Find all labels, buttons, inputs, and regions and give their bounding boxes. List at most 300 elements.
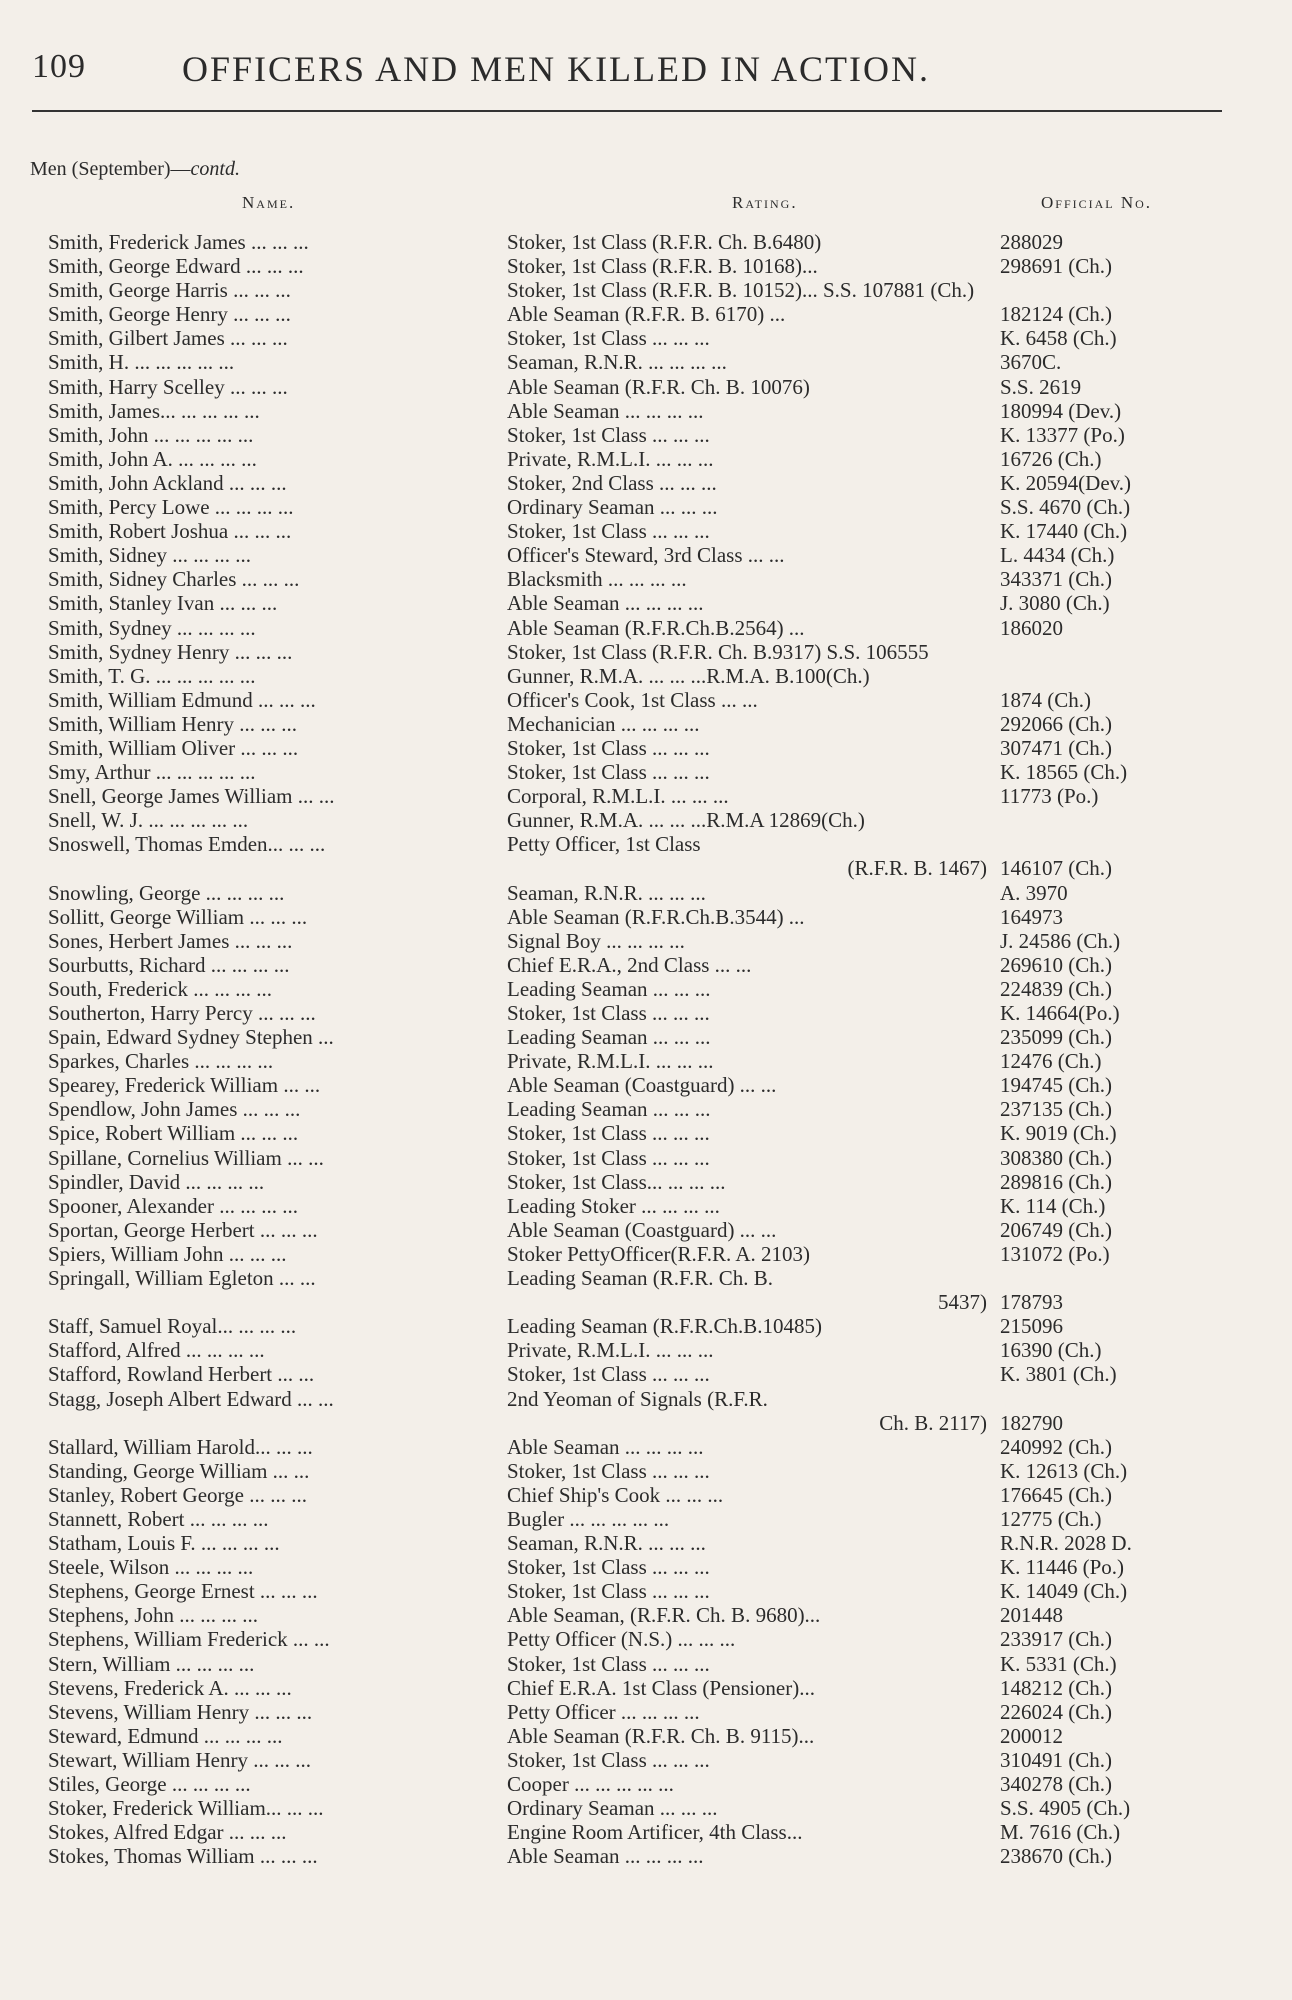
rating-cell <box>507 1387 997 1435</box>
official-number-cell: K. 9019 (Ch.) <box>1000 1121 1117 1146</box>
table-row <box>0 616 1292 640</box>
official-number-cell: K. 14049 (Ch.) <box>1000 1579 1128 1604</box>
official-number-cell: 194745 (Ch.) <box>1000 1073 1112 1098</box>
table-row <box>0 399 1292 423</box>
rating-cell <box>507 1459 997 1483</box>
name-cell: Stokes, Alfred Edgar ... ... ... <box>48 1820 287 1845</box>
name-cell: Smith, Gilbert James ... ... ... <box>48 326 288 351</box>
name-cell: Snell, W. J. ... ... ... ... ... <box>48 808 249 833</box>
table-row <box>0 1724 1292 1748</box>
table-row <box>0 929 1292 953</box>
name-cell: South, Frederick ... ... ... ... <box>48 976 272 1001</box>
official-number-cell: K. 6458 (Ch.) <box>1000 326 1117 351</box>
rating-cell <box>507 326 997 350</box>
official-number-cell: 176645 (Ch.) <box>1000 1482 1112 1507</box>
column-heading-official-no: Official No. <box>1041 193 1153 212</box>
name-cell: Sones, Herbert James ... ... ... <box>48 928 293 953</box>
official-number-cell: 164973 <box>1000 904 1063 929</box>
table-row <box>0 1772 1292 1796</box>
rating-text: Private, R.M.L.I. ... ... ... <box>507 1049 714 1074</box>
name-cell: Standing, George William ... ... <box>48 1458 310 1483</box>
name-cell: Springall, William Egleton ... ... <box>48 1266 316 1291</box>
rating-text: Leading Seaman (R.F.R. Ch. B. <box>507 1266 774 1291</box>
rating-text: Chief Ship's Cook ... ... ... <box>507 1482 724 1507</box>
rating-text: Gunner, R.M.A. ... ... ...R.M.A. B.100(Ch.) <box>507 663 870 688</box>
rating-text: Stoker, 1st Class ... ... ... <box>507 735 710 760</box>
name-cell: Smith, Sydney ... ... ... ... <box>48 615 256 640</box>
official-number-cell: J. 24586 (Ch.) <box>1000 928 1121 953</box>
official-number-cell: K. 14664(Po.) <box>1000 1001 1120 1025</box>
name-cell: Smith, Sidney ... ... ... ... <box>48 543 252 568</box>
rating-cell <box>507 1820 997 1844</box>
rating-text: Able Seaman ... ... ... ... <box>507 1844 704 1869</box>
rating-text: Petty Officer (N.S.) ... ... ... <box>507 1627 736 1652</box>
official-number-cell: 182124 (Ch.) <box>1000 302 1112 327</box>
rating-text: Stoker, 1st Class ... ... ... <box>507 1145 710 1170</box>
rating-text: Ordinary Seaman ... ... ... <box>507 495 718 520</box>
official-number-cell: 238670 (Ch.) <box>1000 1844 1112 1869</box>
table-row <box>0 1652 1292 1676</box>
official-number-cell: 233917 (Ch.) <box>1000 1627 1112 1652</box>
rating-text: Stoker, 1st Class ... ... ... <box>507 422 710 447</box>
official-number-cell: 201448 <box>1000 1603 1063 1628</box>
rating-cell <box>507 1218 997 1242</box>
table-row <box>0 567 1292 591</box>
rating-cell <box>507 471 997 495</box>
official-number-cell: 289816 (Ch.) <box>1000 1169 1112 1194</box>
rating-cell <box>507 1627 997 1651</box>
official-number-cell: 237135 (Ch.) <box>1000 1097 1112 1122</box>
table-row <box>0 1796 1292 1820</box>
name-cell: Stannett, Robert ... ... ... ... <box>48 1506 269 1531</box>
rating-cell <box>507 1314 997 1338</box>
rating-text: Chief E.R.A. 1st Class (Pensioner)... <box>507 1675 815 1700</box>
rating-cell <box>507 1362 997 1386</box>
official-number-cell: M. 7616 (Ch.) <box>1000 1820 1121 1845</box>
official-number-cell: 240992 (Ch.) <box>1000 1434 1112 1459</box>
official-number-cell: A. 3970 <box>1000 880 1068 905</box>
table-row <box>0 832 1292 880</box>
page-header <box>32 48 1232 98</box>
official-number-cell: 131072 (Po.) <box>1000 1241 1110 1266</box>
name-cell: Stafford, Rowland Herbert ... ... <box>48 1362 315 1387</box>
rating-text: Engine Room Artificer, 4th Class... <box>507 1820 803 1845</box>
rating-text: Gunner, R.M.A. ... ... ...R.M.A 12869(Ch.) <box>507 808 865 833</box>
name-cell: Stephens, John ... ... ... ... <box>48 1603 258 1628</box>
table-row <box>0 1362 1292 1386</box>
rating-text: Stoker, 1st Class ... ... ... <box>507 1121 710 1146</box>
rating-cell <box>507 664 997 688</box>
name-cell: Smith, T. G. ... ... ... ... ... <box>48 663 256 688</box>
name-cell: Stanley, Robert George ... ... ... <box>48 1482 307 1507</box>
official-number-cell: 148212 (Ch.) <box>1000 1675 1112 1700</box>
table-row <box>0 1483 1292 1507</box>
table-row <box>0 1844 1292 1868</box>
rating-cell <box>507 1121 997 1145</box>
table-row <box>0 1049 1292 1073</box>
official-number-cell: 292066 (Ch.) <box>1000 711 1112 736</box>
table-row <box>0 375 1292 399</box>
rating-text: Stoker, 1st Class ... ... ... <box>507 1555 710 1580</box>
table-row <box>0 350 1292 374</box>
rating-text: Cooper ... ... ... ... ... <box>507 1772 674 1796</box>
table-row <box>0 1218 1292 1242</box>
rating-text: Stoker, 1st Class ... ... ... <box>507 1579 710 1604</box>
name-cell: Snowling, George ... ... ... ... <box>48 880 285 905</box>
rating-cell <box>507 929 997 953</box>
name-cell: Smith, Percy Lowe ... ... ... ... <box>48 495 294 520</box>
name-cell: Stokes, Thomas William ... ... ... <box>48 1844 318 1869</box>
rating-text: 2nd Yeoman of Signals (R.F.R. <box>507 1386 768 1411</box>
name-cell: Stafford, Alfred ... ... ... ... <box>48 1338 265 1363</box>
table-row <box>0 1531 1292 1555</box>
table-row <box>0 1121 1292 1145</box>
table-row <box>0 1194 1292 1218</box>
name-cell: Smith, Sydney Henry ... ... ... <box>48 639 293 664</box>
rating-text: Petty Officer, 1st Class <box>507 832 701 857</box>
table-row <box>0 1314 1292 1338</box>
name-cell: Stiles, George ... ... ... ... <box>48 1772 251 1796</box>
official-number-cell: 3670C. <box>1000 350 1062 375</box>
name-cell: Sollitt, George William ... ... ... <box>48 904 308 929</box>
rating-text: Able Seaman (Coastguard) ... ... <box>507 1217 777 1242</box>
rating-cell <box>507 1555 997 1579</box>
name-cell: Stewart, William Henry ... ... ... <box>48 1747 311 1772</box>
table-row <box>0 1579 1292 1603</box>
name-cell: Smith, George Henry ... ... ... <box>48 302 291 327</box>
rating-text: Stoker, 1st Class (R.F.R. B. 10168)... <box>507 254 818 279</box>
table-row <box>0 760 1292 784</box>
rating-cell <box>507 760 997 784</box>
name-cell: Smith, Robert Joshua ... ... ... <box>48 519 292 544</box>
rating-text: Stoker, 1st Class ... ... ... <box>507 1458 710 1483</box>
rating-cell <box>507 567 997 591</box>
table-row <box>0 736 1292 760</box>
rating-cell <box>507 591 997 615</box>
name-cell: Snoswell, Thomas Emden... ... ... <box>48 832 326 857</box>
rating-cell <box>507 302 997 326</box>
rating-cell <box>507 712 997 736</box>
rating-cell <box>507 1338 997 1362</box>
rating-text: Officer's Cook, 1st Class ... ... <box>507 687 758 712</box>
name-cell: Stephens, William Frederick ... ... <box>48 1627 330 1652</box>
table-row <box>0 1242 1292 1266</box>
table-row <box>0 784 1292 808</box>
table-row <box>0 1146 1292 1170</box>
name-cell: Staff, Samuel Royal... ... ... ... <box>48 1314 297 1339</box>
rating-text: Able Seaman (R.F.R.Ch.B.3544) ... <box>507 904 805 929</box>
rating-cell <box>507 736 997 760</box>
table-row <box>0 1097 1292 1121</box>
rating-text: Leading Seaman ... ... ... <box>507 1025 711 1050</box>
rating-cell <box>507 1025 997 1049</box>
name-cell: Snell, George James William ... ... <box>48 784 335 809</box>
rating-cell <box>507 495 997 519</box>
official-number-cell: K. 5331 (Ch.) <box>1000 1651 1117 1676</box>
rating-cell <box>507 784 997 808</box>
rating-cell <box>507 977 997 1001</box>
rating-text: Stoker, 1st Class ... ... ... <box>507 519 710 544</box>
name-cell: Spindler, David ... ... ... ... <box>48 1169 265 1194</box>
official-number-cell: S.S. 4670 (Ch.) <box>1000 495 1131 520</box>
rating-cell <box>507 1748 997 1772</box>
rating-cell <box>507 1796 997 1820</box>
column-heading-name: Name. <box>242 193 296 212</box>
official-number-cell: K. 3801 (Ch.) <box>1000 1362 1117 1387</box>
name-cell: Stallard, William Harold... ... ... <box>48 1434 313 1459</box>
table-row <box>0 905 1292 929</box>
table-row <box>0 688 1292 712</box>
rating-cell <box>507 1194 997 1218</box>
rating-text: Seaman, R.N.R. ... ... ... <box>507 880 706 905</box>
name-cell: Smith, William Henry ... ... ... <box>48 711 298 736</box>
rating-cell <box>507 1772 997 1796</box>
table-row <box>0 1266 1292 1314</box>
rating-cell <box>507 1097 997 1121</box>
official-number-cell: 298691 (Ch.) <box>1000 254 1112 279</box>
table-row <box>0 1555 1292 1579</box>
name-cell: Smith, John Ackland ... ... ... <box>48 470 287 495</box>
rating-cell <box>507 1073 997 1097</box>
rating-cell <box>507 1001 997 1025</box>
official-number-cell: 16390 (Ch.) <box>1000 1338 1102 1363</box>
rating-cell <box>507 1170 997 1194</box>
table-row <box>0 254 1292 278</box>
official-number-cell: L. 4434 (Ch.) <box>1000 543 1115 568</box>
table-row <box>0 1435 1292 1459</box>
table-row <box>0 423 1292 447</box>
rating-text: Stoker, 1st Class ... ... ... <box>507 1362 710 1387</box>
table-row <box>0 278 1292 302</box>
name-cell: Smith, John ... ... ... ... ... <box>48 422 254 447</box>
official-number-cell: K. 114 (Ch.) <box>1000 1193 1106 1218</box>
rating-cell <box>507 1579 997 1603</box>
table-row <box>0 1507 1292 1531</box>
official-number-cell: 206749 (Ch.) <box>1000 1217 1112 1242</box>
official-number-cell: 224839 (Ch.) <box>1000 976 1112 1001</box>
official-number-cell: 182790 <box>1000 1410 1063 1435</box>
official-number-cell: 308380 (Ch.) <box>1000 1145 1112 1170</box>
name-cell: Stoker, Frederick William... ... ... <box>48 1796 324 1821</box>
table-row <box>0 1820 1292 1844</box>
rating-cell <box>507 832 997 880</box>
rating-text: Able Seaman, (R.F.R. Ch. B. 9680)... <box>507 1603 821 1628</box>
rating-cell <box>507 688 997 712</box>
rating-cell <box>507 1242 997 1266</box>
name-cell: Stern, William ... ... ... ... <box>48 1651 255 1676</box>
official-number-cell: K. 17440 (Ch.) <box>1000 519 1128 544</box>
rating-cell <box>507 543 997 567</box>
rating-text-continuation: 5437) <box>938 1290 987 1315</box>
name-cell: Smith, James... ... ... ... ... <box>48 398 260 423</box>
rating-text-continuation: (R.F.R. B. 1467) <box>847 856 987 881</box>
rating-cell <box>507 1676 997 1700</box>
rating-text: Officer's Steward, 3rd Class ... ... <box>507 543 785 568</box>
official-number-cell: 269610 (Ch.) <box>1000 952 1112 977</box>
rating-cell <box>507 1483 997 1507</box>
rating-cell <box>507 881 997 905</box>
table-row <box>0 1676 1292 1700</box>
table-row <box>0 712 1292 736</box>
table-row <box>0 447 1292 471</box>
table-row <box>0 302 1292 326</box>
rating-text: Able Seaman (Coastguard) ... ... <box>507 1073 777 1098</box>
name-cell: Smith, Frederick James ... ... ... <box>48 230 309 254</box>
rating-cell <box>507 278 997 302</box>
official-number-cell: 1874 (Ch.) <box>1000 687 1091 712</box>
official-number-cell: 215096 <box>1000 1314 1063 1339</box>
table-row <box>0 495 1292 519</box>
rating-text: Corporal, R.M.L.I. ... ... ... <box>507 784 729 809</box>
name-cell: Smith, Harry Scelley ... ... ... <box>48 374 288 399</box>
rating-text: Leading Seaman (R.F.R.Ch.B.10485) <box>507 1314 823 1339</box>
official-number-cell: K. 12613 (Ch.) <box>1000 1458 1128 1483</box>
table-row <box>0 591 1292 615</box>
rating-text: Stoker, 1st Class ... ... ... <box>507 1651 710 1676</box>
rating-cell <box>507 350 997 374</box>
table-row <box>0 664 1292 688</box>
official-number-cell: 235099 (Ch.) <box>1000 1025 1112 1050</box>
name-cell: Spice, Robert William ... ... ... <box>48 1121 299 1146</box>
name-cell: Sportan, George Herbert ... ... ... <box>48 1217 318 1242</box>
rating-text: Able Seaman ... ... ... ... <box>507 591 704 616</box>
official-number-cell: 12476 (Ch.) <box>1000 1049 1102 1074</box>
name-cell: Smith, George Edward ... ... ... <box>48 254 304 279</box>
header-rule <box>32 110 1222 112</box>
rating-text: Able Seaman ... ... ... ... <box>507 398 704 423</box>
name-cell: Spillane, Cornelius William ... ... <box>48 1145 324 1170</box>
rating-cell <box>507 1652 997 1676</box>
section-heading-contd: contd. <box>190 158 240 180</box>
name-cell: Sparkes, Charles ... ... ... ... <box>48 1049 274 1074</box>
table-row <box>0 1700 1292 1724</box>
table-row <box>0 230 1292 254</box>
rating-cell <box>507 1603 997 1627</box>
rating-cell <box>507 953 997 977</box>
official-number-cell: R.N.R. 2028 D. <box>1000 1531 1132 1556</box>
rating-text: Leading Seaman ... ... ... <box>507 1097 711 1122</box>
rating-cell <box>507 519 997 543</box>
page-number: 109 <box>32 48 86 85</box>
rating-text: Seaman, R.N.R. ... ... ... <box>507 1531 706 1556</box>
official-number-cell: 340278 (Ch.) <box>1000 1772 1112 1796</box>
rating-cell <box>507 1724 997 1748</box>
official-number-cell: 200012 <box>1000 1723 1063 1748</box>
rating-text: Able Seaman (R.F.R.Ch.B.2564) ... <box>507 615 805 640</box>
column-headings <box>0 193 1292 219</box>
rating-cell <box>507 254 997 278</box>
official-number-cell: 11773 (Po.) <box>1000 784 1099 809</box>
rating-text: Private, R.M.L.I. ... ... ... <box>507 446 714 471</box>
table-row <box>0 1338 1292 1362</box>
name-cell: Smith, Sidney Charles ... ... ... <box>48 567 300 592</box>
official-number-cell: K. 13377 (Po.) <box>1000 422 1125 447</box>
rating-text: Stoker, 1st Class (R.F.R. Ch. B.9317) S.S. 106555 <box>507 639 929 664</box>
rating-cell <box>507 1266 997 1314</box>
table-row <box>0 881 1292 905</box>
table-row <box>0 519 1292 543</box>
section-heading-text: Men (September)— <box>30 158 191 180</box>
official-number-cell: 343371 (Ch.) <box>1000 567 1112 592</box>
rating-text: Stoker, 1st Class... ... ... ... <box>507 1169 726 1194</box>
official-number-cell: 178793 <box>1000 1290 1063 1315</box>
name-cell: Southerton, Harry Percy ... ... ... <box>48 1001 316 1025</box>
table-row <box>0 1073 1292 1097</box>
rating-cell <box>507 423 997 447</box>
table-row <box>0 977 1292 1001</box>
rating-text: Able Seaman (R.F.R. B. 6170) ... <box>507 302 786 327</box>
rating-text: Stoker, 2nd Class ... ... ... <box>507 470 717 495</box>
rating-text: Able Seaman (R.F.R. Ch. B. 10076) <box>507 374 810 399</box>
table-row <box>0 808 1292 832</box>
name-cell: Stagg, Joseph Albert Edward ... ... <box>48 1386 334 1411</box>
name-cell: Smy, Arthur ... ... ... ... ... <box>48 760 256 785</box>
official-number-cell: 307471 (Ch.) <box>1000 735 1112 760</box>
table-row <box>0 1387 1292 1435</box>
name-cell: Smith, Stanley Ivan ... ... ... <box>48 591 278 616</box>
official-number-cell: 146107 (Ch.) <box>1000 856 1112 881</box>
official-number-cell: K. 20594(Dev.) <box>1000 470 1132 495</box>
official-number-cell: S.S. 2619 <box>1000 374 1082 399</box>
name-cell: Spendlow, John James ... ... ... <box>48 1097 301 1122</box>
casualty-table <box>0 230 1292 1868</box>
name-cell: Stevens, William Henry ... ... ... <box>48 1699 313 1724</box>
name-cell: Stevens, Frederick A. ... ... ... <box>48 1675 292 1700</box>
rating-text: Stoker, 1st Class ... ... ... <box>507 1001 710 1025</box>
table-row <box>0 1459 1292 1483</box>
official-number-cell: 226024 (Ch.) <box>1000 1699 1112 1724</box>
official-number-cell: K. 11446 (Po.) <box>1000 1555 1125 1580</box>
name-cell: Smith, William Edmund ... ... ... <box>48 687 316 712</box>
rating-text: Stoker PettyOfficer(R.F.R. A. 2103) <box>507 1241 810 1266</box>
name-cell: Stephens, George Ernest ... ... ... <box>48 1579 318 1604</box>
table-row <box>0 1748 1292 1772</box>
table-row <box>0 326 1292 350</box>
official-number-cell: 180994 (Dev.) <box>1000 398 1122 423</box>
rating-cell <box>507 616 997 640</box>
rating-cell <box>507 1531 997 1555</box>
table-row <box>0 1170 1292 1194</box>
rating-cell <box>507 399 997 423</box>
section-heading <box>30 158 240 181</box>
official-number-cell: K. 18565 (Ch.) <box>1000 760 1128 785</box>
name-cell: Smith, George Harris ... ... ... <box>48 278 291 303</box>
name-cell: Smith, H. ... ... ... ... ... <box>48 350 235 375</box>
table-row <box>0 1627 1292 1651</box>
name-cell: Statham, Louis F. ... ... ... ... <box>48 1531 280 1556</box>
rating-cell <box>507 1049 997 1073</box>
rating-text: Chief E.R.A., 2nd Class ... ... <box>507 952 752 977</box>
name-cell: Steele, Wilson ... ... ... ... <box>48 1555 254 1580</box>
rating-cell <box>507 1146 997 1170</box>
table-row <box>0 471 1292 495</box>
name-cell: Smith, William Oliver ... ... ... <box>48 735 299 760</box>
table-row <box>0 1025 1292 1049</box>
table-row <box>0 1001 1292 1025</box>
rating-cell <box>507 1700 997 1724</box>
rating-cell <box>507 905 997 929</box>
rating-text: Ordinary Seaman ... ... ... <box>507 1796 718 1821</box>
official-number-cell: 186020 <box>1000 615 1063 640</box>
rating-text: Able Seaman (R.F.R. Ch. B. 9115)... <box>507 1723 815 1748</box>
rating-cell <box>507 1507 997 1531</box>
name-cell: Spain, Edward Sydney Stephen ... <box>48 1025 334 1050</box>
official-number-cell: S.S. 4905 (Ch.) <box>1000 1796 1131 1821</box>
rating-cell <box>507 640 997 664</box>
official-number-cell: 12775 (Ch.) <box>1000 1506 1102 1531</box>
name-cell: Spiers, William John ... ... ... <box>48 1241 287 1266</box>
rating-cell <box>507 1435 997 1459</box>
